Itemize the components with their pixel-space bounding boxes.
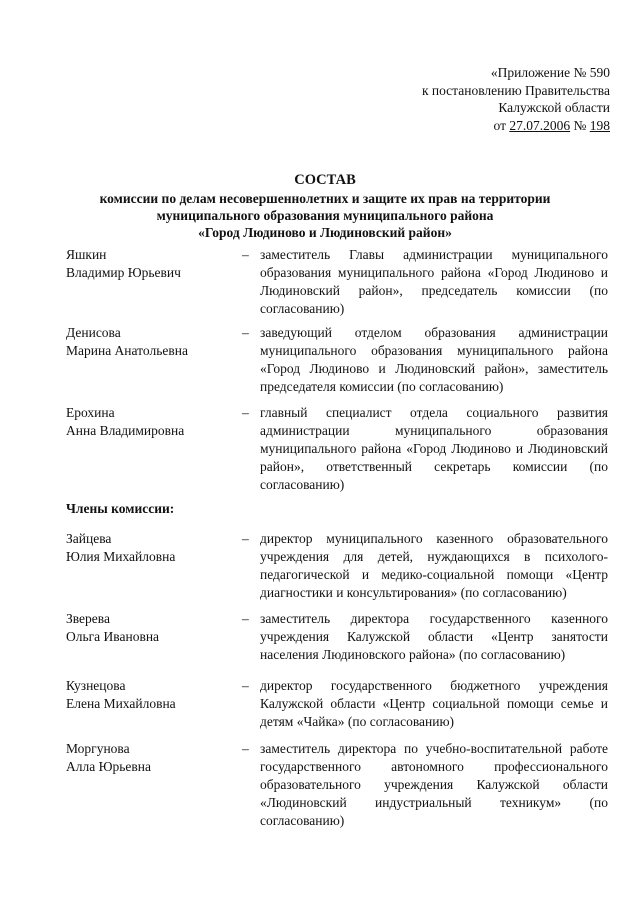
dash: –: [242, 678, 249, 693]
person-position: директор муниципального казенного образовательного учреждения для детей, нуждающихся в психолого-педагогической и медико-социальной помощи «Центр диагностики и консультирования» (по согласованию): [260, 531, 608, 600]
dash: –: [242, 405, 249, 420]
appendix-resolution: к постановлению Правительства: [421, 82, 610, 98]
dash: –: [242, 611, 249, 626]
person-name: [66, 324, 241, 360]
person-given-name: Марина Анатольевна: [66, 343, 188, 358]
person-name: [66, 740, 241, 776]
person-position: директор государственного бюджетного учреждения Калужской области «Центр социальной помощи семье и детям «Чайка» (по согласованию): [260, 678, 608, 729]
person-given-name: Юлия Михайловна: [66, 549, 176, 564]
person-name: [66, 404, 241, 440]
person-position: заместитель Главы администрации муниципального образования муниципального района «Город Людиново и Людиновский район», председатель комиссии (по согласованию): [260, 247, 608, 316]
title-main: СОСТАВ: [294, 172, 356, 188]
appendix-date: 27.07.2006: [509, 117, 571, 133]
person-name: [66, 530, 241, 566]
person-given-name: Ольга Ивановна: [66, 629, 160, 644]
person-given-name: Елена Михайловна: [66, 696, 176, 711]
appendix-header: [310, 64, 610, 134]
person-surname: Яшкин: [66, 247, 107, 262]
dash: –: [242, 325, 249, 340]
person-name: [66, 610, 241, 646]
person-surname: Кузнецова: [66, 678, 126, 693]
person-surname: Зверева: [66, 611, 110, 626]
person-position: заведующий отделом образования администрации муниципального образования муниципального района «Город Людиново и Людиновский район», заместитель председателя комиссии (по согласованию): [260, 325, 608, 394]
appendix-region: Калужской области: [498, 100, 610, 115]
person-given-name: Анна Владимировна: [66, 423, 185, 438]
appendix-label: «Приложение № 590: [490, 65, 610, 80]
person-surname: Зайцева: [66, 531, 112, 546]
title-line-2: муниципального образования муниципального района: [156, 208, 494, 223]
person-given-name: Алла Юрьевна: [66, 759, 151, 774]
person-given-name: Владимир Юрьевич: [66, 265, 181, 280]
person-position: главный специалист отдела социального развития администрации муниципального образования муниципального района «Город Людиново и Людиновский район», ответственный секретарь комиссии (по согласованию): [260, 405, 608, 492]
appendix-date-prefix: от: [493, 117, 510, 133]
members-heading: Члены комиссии:: [66, 501, 175, 516]
person-name: [66, 677, 241, 713]
title-line-1: комиссии по делам несовершеннолетних и защите их прав на территории: [99, 191, 551, 206]
appendix-date-line: [310, 117, 610, 135]
person-surname: Ерохина: [66, 405, 115, 420]
appendix-number: 198: [589, 117, 610, 133]
appendix-number-sep: №: [570, 117, 590, 133]
person-position: заместитель директора государственного казенного учреждения Калужской области «Центр занятости населения Людиновского района» (по согласованию): [260, 611, 608, 662]
person-surname: Моргунова: [66, 741, 130, 756]
document-title: [40, 172, 610, 241]
person-name: [66, 246, 241, 282]
title-line-3: «Город Людиново и Людиновский район»: [198, 225, 452, 240]
person-surname: Денисова: [66, 325, 121, 340]
dash: –: [242, 741, 249, 756]
person-position: заместитель директора по учебно-воспитательной работе государственного автономного профессионального образовательного учреждения Калужской области «Людиновский индустриальный техникум» (по согласованию): [260, 741, 608, 828]
dash: –: [242, 531, 249, 546]
dash: –: [242, 247, 249, 262]
